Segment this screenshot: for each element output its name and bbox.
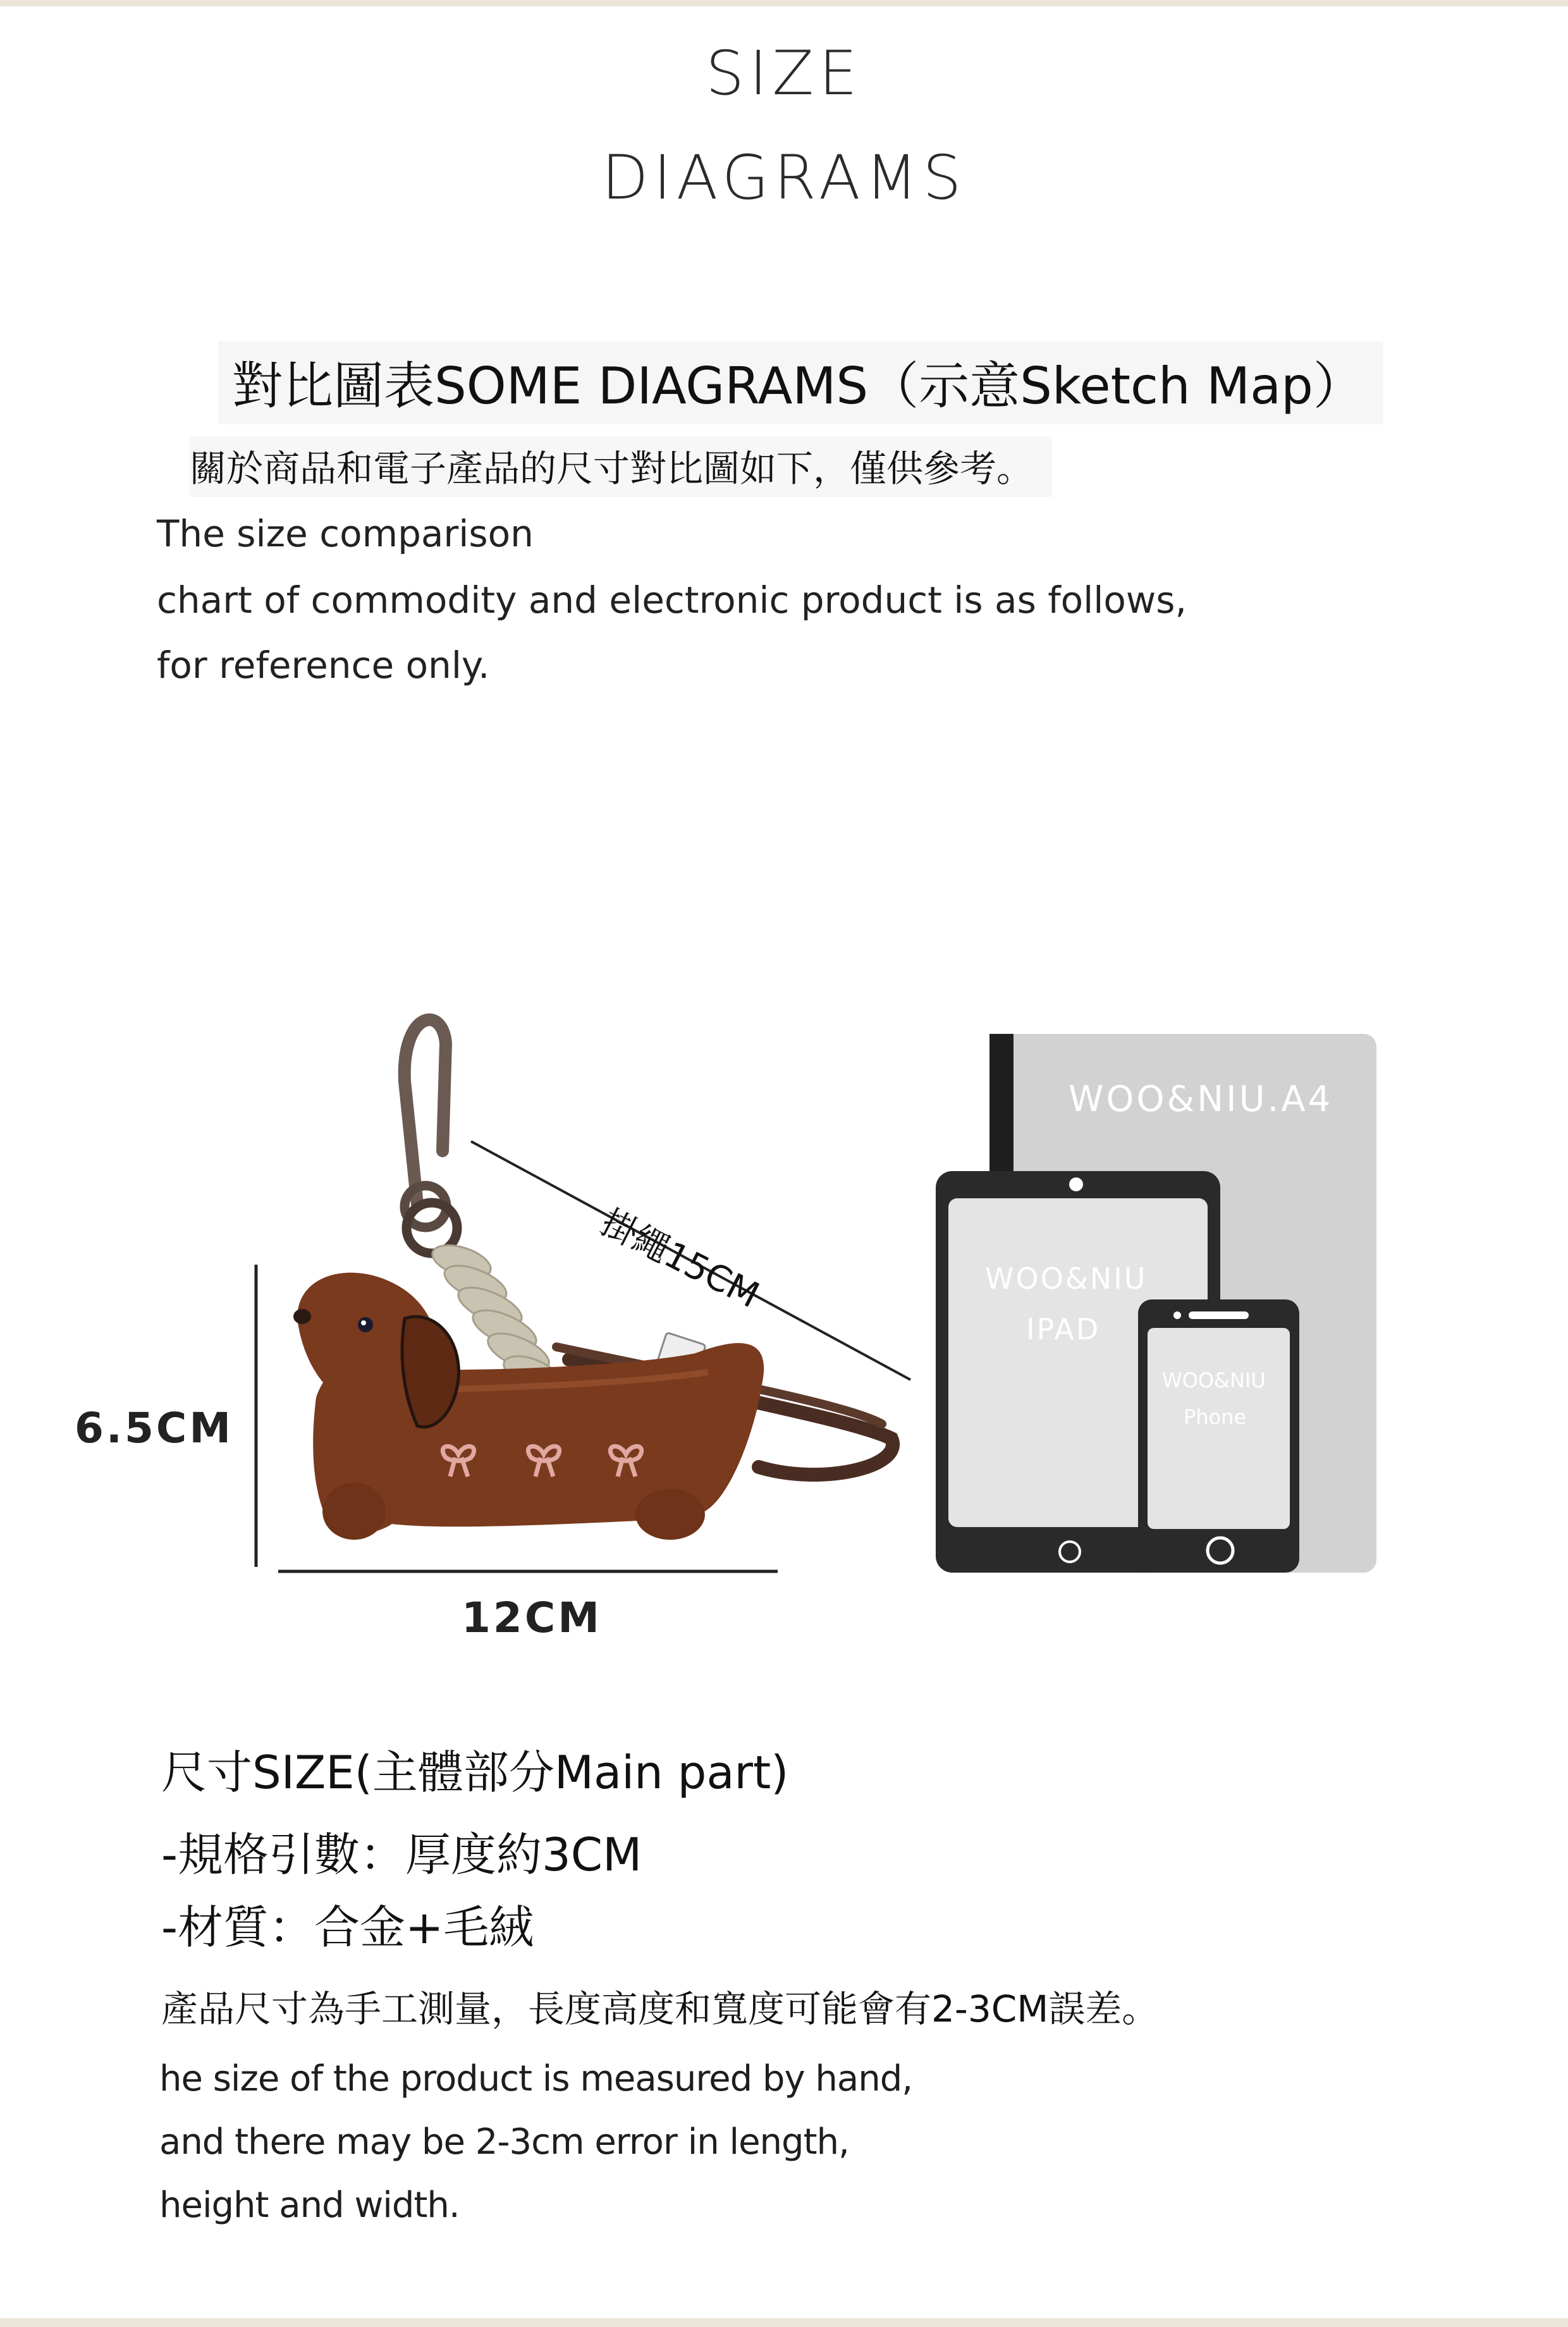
intro-chinese-note: 關於商品和電子產品的尺寸對比圖如下，僅供參考。: [190, 436, 1052, 497]
specs-english-line: height and width.: [159, 2185, 460, 2226]
specs-title: 尺寸SIZE(主體部分Main part): [161, 1746, 789, 1799]
rope-length-label: 掛繩15CM: [594, 1201, 766, 1317]
intro-english-line: chart of commodity and electronic product is as follows,: [157, 579, 1187, 622]
ipad-label-line2: IPAD: [1026, 1312, 1101, 1346]
specs-chinese-note: 產品尺寸為手工測量，長度高度和寬度可能會有2-3CM誤差。: [161, 1987, 1159, 2030]
intro-english-line: for reference only.: [157, 644, 490, 687]
phone-label-line2: Phone: [1184, 1405, 1247, 1429]
intro-english-line: The size comparison: [157, 512, 534, 555]
specs-english-line: and there may be 2-3cm error in length,: [159, 2121, 849, 2163]
spec-item: -規格引數：厚度約3CM: [161, 1828, 642, 1881]
page-title-line1: SIZE: [706, 38, 862, 109]
phone-device: [1138, 1299, 1299, 1573]
dachshund-keychain: [293, 1020, 893, 1540]
a4-label: WOO&NIU.A4: [1069, 1079, 1333, 1120]
page-title-line2: DIAGRAMS: [601, 142, 967, 213]
width-dimension-label: 12CM: [462, 1593, 602, 1642]
ipad-label-line1: WOO&NIU: [985, 1262, 1148, 1296]
spec-item: -材質：合金+毛絨: [161, 1901, 535, 1954]
section-heading: 對比圖表SOME DIAGRAMS（示意Sketch Map）: [218, 341, 1383, 424]
height-dimension-label: 6.5CM: [75, 1404, 234, 1452]
phone-label-line1: WOO&NIU: [1162, 1368, 1266, 1392]
bottom-border: [0, 2318, 1568, 2327]
specs-english-line: he size of the product is measured by hand,: [159, 2058, 913, 2099]
